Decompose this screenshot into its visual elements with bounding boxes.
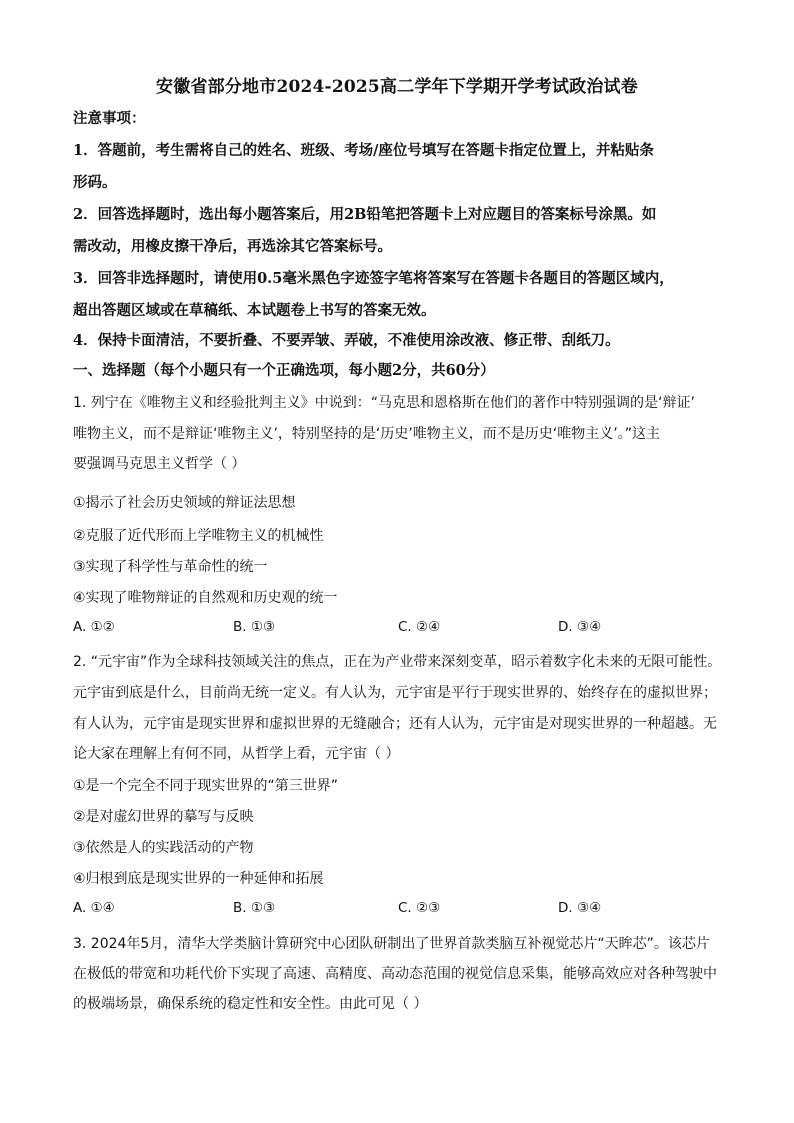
page-title: 安徽省部分地市2024-2025高二学年下学期开学考试政治试卷 — [156, 77, 638, 97]
notice-item: 超出答题区域或在草稿纸、本试题卷上书写的答案无效。 — [73, 302, 436, 319]
question-2-stem: 有人认为，元宇宙是现实世界和虚拟世界的无缝融合；还有人认为，元宇宙是对现实世界的一种超越。无 — [73, 716, 717, 732]
question-3-stem: 的极端场景，确保系统的稳定性和安全性。由此可见（ ） — [73, 996, 428, 1012]
question-2-statement: ②是对虚幻世界的摹写与反映 — [73, 809, 254, 825]
question-1-statement: ④实现了唯物辩证的自然观和历史观的统一 — [73, 590, 338, 606]
question-1-statement: ②克服了近代形而上学唯物主义的机械性 — [73, 528, 324, 544]
question-1-stem: 1. 列宁在《唯物主义和经验批判主义》中说到：“马克思和恩格斯在他们的著作中特别强调的是‘辩证’ — [73, 395, 695, 411]
question-3-stem: 在极低的带宽和功耗代价下实现了高速、高精度、高动态范围的视觉信息采集，能够高效应对各种驾驶中 — [73, 966, 717, 982]
question-2-stem: 2. “元宇宙”作为全球科技领域关注的焦点，正在为产业带来深刻变革，昭示着数字化未来的无限可能性。 — [73, 654, 722, 670]
question-2-stem: 元宇宙到底是什么，目前尚无统一定义。有人认为，元宇宙是平行于现实世界的、始终存在的虚拟世界； — [73, 685, 717, 701]
question-2-statement: ①是一个完全不同于现实世界的“第三世界” — [73, 778, 339, 794]
question-1-option-c: C. ②④ — [398, 619, 441, 635]
section-heading: 一、选择题（每个小题只有一个正确选项，每小题2分，共60分） — [73, 362, 495, 379]
notice-heading: 注意事项： — [73, 110, 146, 127]
question-2-stem: 论大家在理解上有何不同，从哲学上看，元宇宙（ ） — [73, 746, 400, 762]
notice-item: 4．保持卡面清洁，不要折叠、不要弄皱、弄破，不准使用涂改液、修正带、刮纸刀。 — [73, 332, 620, 349]
notice-item: 3．回答非选择题时，请使用0.5毫米黑色字迹签字笔将答案写在答题卡各题目的答题区域内， — [73, 270, 674, 287]
notice-item: 形码。 — [73, 174, 117, 191]
question-2-statement: ③依然是人的实践活动的产物 — [73, 840, 254, 856]
notice-item: 1．答题前，考生需将自己的姓名、班级、考场/座位号填写在答题卡指定位置上，并粘贴条 — [73, 142, 654, 159]
notice-item: 需改动，用橡皮擦干净后，再选涂其它答案标号。 — [73, 238, 392, 255]
question-1-statement: ③实现了科学性与革命性的统一 — [73, 559, 268, 575]
question-1-option-a: A. ①② — [73, 619, 115, 635]
question-2-option-d: D. ③④ — [558, 900, 602, 916]
question-3-stem: 3. 2024年5月，清华大学类脑计算研究中心团队研制出了世界首款类脑互补视觉芯片“天眸芯”。该芯片 — [73, 936, 710, 952]
question-1-stem: 唯物主义，而不是辩证‘唯物主义’，特别坚持的是‘历史’唯物主义，而不是历史‘唯物主义’。”这主 — [73, 426, 660, 442]
question-1-option-d: D. ③④ — [558, 619, 602, 635]
notice-item: 2．回答选择题时，选出每小题答案后，用2B铅笔把答题卡上对应题目的答案标号涂黑。如 — [73, 206, 657, 223]
question-2-option-c: C. ②③ — [398, 900, 441, 916]
question-1-stem: 要强调马克思主义哲学（ ） — [73, 456, 246, 472]
question-1-option-b: B. ①③ — [233, 619, 276, 635]
question-2-statement: ④归根到底是现实世界的一种延伸和拓展 — [73, 871, 324, 887]
question-1-statement: ①揭示了社会历史领域的辩证法思想 — [73, 495, 296, 511]
question-2-option-b: B. ①③ — [233, 900, 276, 916]
question-2-option-a: A. ①④ — [73, 900, 115, 916]
